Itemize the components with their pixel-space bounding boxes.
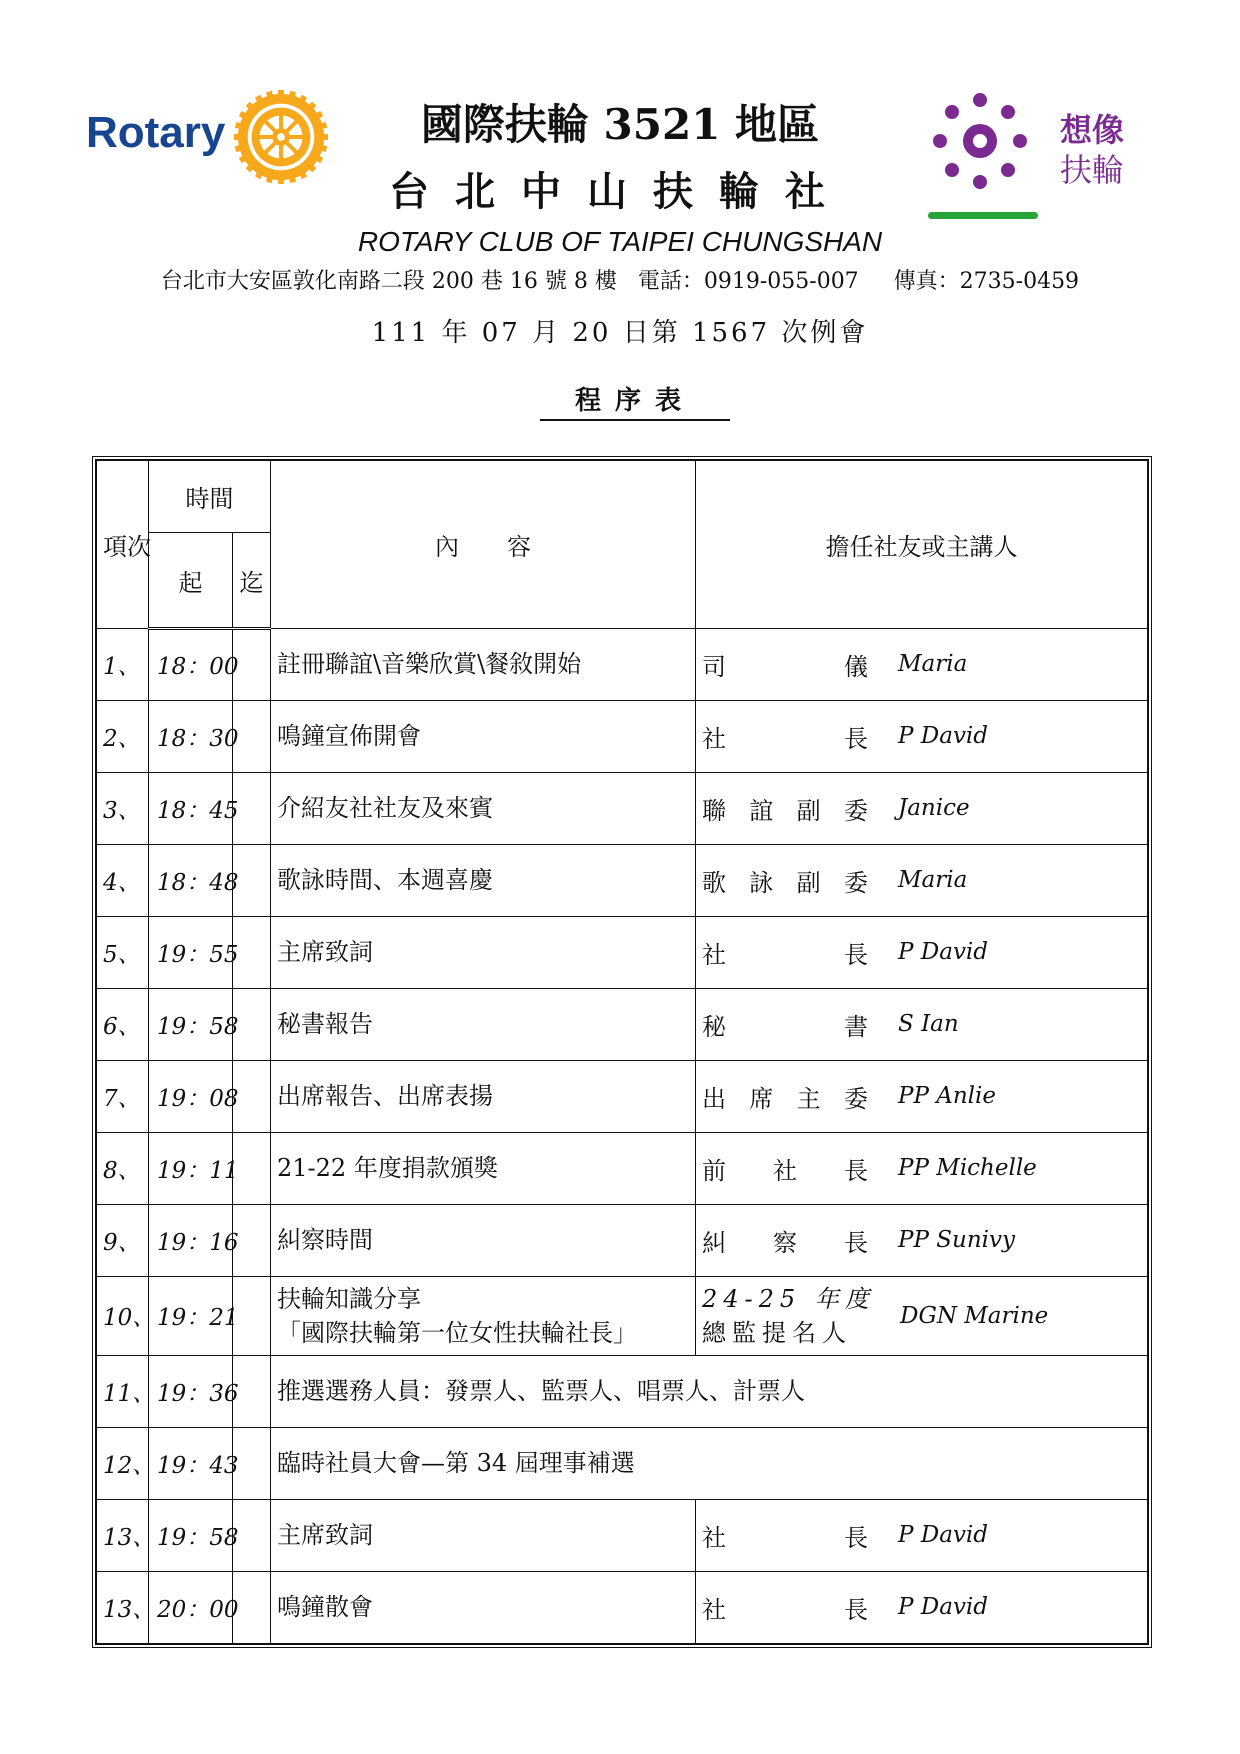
row-speaker-cell xyxy=(696,1571,1148,1643)
row-index: 6、 xyxy=(97,988,149,1060)
row-index: 8、 xyxy=(97,1132,149,1204)
row-start-time: 19：08 xyxy=(149,1060,233,1132)
row-start-time: 19：11 xyxy=(149,1132,233,1204)
club-address: 台北市大安區敦化南路二段 200 巷 16 號 8 樓 電話：0919-055-007 傳真：2735-0459 xyxy=(160,269,1080,294)
row-speaker: Janice xyxy=(898,795,970,822)
theme-text-line-1: 想像 xyxy=(1060,111,1125,149)
row-role-line: 總監提名人 xyxy=(702,1318,852,1347)
row-content-line: 註冊聯誼\音樂欣賞\餐敘開始 xyxy=(277,650,582,679)
row-speaker: DGN Marine xyxy=(900,1302,1049,1329)
row-index: 7、 xyxy=(97,1060,149,1132)
row-index: 5、 xyxy=(97,916,149,988)
table-row xyxy=(97,1499,1148,1571)
row-start-time: 18：30 xyxy=(149,700,233,772)
header-time: 時間 xyxy=(149,461,271,533)
header-content: 內 容 xyxy=(271,461,696,629)
row-content-line: 主席致詞 xyxy=(277,1521,373,1550)
table-row xyxy=(97,1060,1148,1132)
row-role: 社長 xyxy=(702,724,868,753)
row-speaker: Maria xyxy=(898,867,968,894)
row-content xyxy=(271,1276,696,1355)
row-speaker-cell xyxy=(696,700,1148,772)
row-content-line: 秘書報告 xyxy=(277,1010,373,1039)
row-content xyxy=(271,1571,696,1643)
row-content-line: 21-22 年度捐款頒獎 xyxy=(277,1154,498,1183)
row-content xyxy=(271,1355,1148,1427)
row-speaker-cell xyxy=(696,1060,1148,1132)
row-speaker-cell xyxy=(696,1276,1148,1355)
row-index: 13、 xyxy=(97,1499,149,1571)
row-content xyxy=(271,700,696,772)
row-content-line: 介紹友社社友及來賓 xyxy=(277,794,493,823)
table-row xyxy=(97,1276,1148,1355)
row-start-time: 19：43 xyxy=(149,1427,233,1499)
row-role: 社長 xyxy=(702,940,868,969)
row-role: 社長 xyxy=(702,1523,868,1552)
row-index: 4、 xyxy=(97,844,149,916)
row-content xyxy=(271,844,696,916)
row-start-time: 19：16 xyxy=(149,1204,233,1276)
program-schedule-table xyxy=(92,456,1152,1648)
row-role: 司儀 xyxy=(702,652,868,681)
table-row xyxy=(97,1427,1148,1499)
rotary-wordmark: Rotary xyxy=(86,108,226,157)
row-speaker: P David xyxy=(898,939,989,966)
row-index: 3、 xyxy=(97,772,149,844)
row-speaker: P David xyxy=(898,1594,989,1621)
table-row xyxy=(97,700,1148,772)
row-role: 聯誼副委 xyxy=(702,796,868,825)
row-speaker-cell xyxy=(696,1499,1148,1571)
row-content-line: 鳴鐘散會 xyxy=(277,1593,373,1622)
row-speaker-cell xyxy=(696,988,1148,1060)
row-content xyxy=(271,916,696,988)
row-speaker-cell xyxy=(696,629,1148,701)
table-row xyxy=(97,916,1148,988)
row-content-line: 鳴鐘宣佈開會 xyxy=(277,722,421,751)
row-role: 前社長 xyxy=(702,1156,868,1185)
row-content-line: 推選選務人員：發票人、監票人、唱票人、計票人 xyxy=(277,1377,805,1406)
row-speaker-cell xyxy=(696,1204,1148,1276)
table-row xyxy=(97,844,1148,916)
row-speaker-cell xyxy=(696,844,1148,916)
table-row xyxy=(97,1132,1148,1204)
row-start-time: 19：58 xyxy=(149,988,233,1060)
row-start-time: 19：36 xyxy=(149,1355,233,1427)
row-start-time: 19：55 xyxy=(149,916,233,988)
row-content xyxy=(271,1499,696,1571)
theme-green-bar xyxy=(928,212,1038,219)
row-speaker: P David xyxy=(898,723,989,750)
table-row xyxy=(97,988,1148,1060)
table-row xyxy=(97,1204,1148,1276)
row-index: 10、 xyxy=(97,1276,149,1355)
row-start-time: 18：00 xyxy=(149,629,233,701)
row-role-line: 24-25 年度 xyxy=(702,1284,875,1313)
row-index: 13、 xyxy=(97,1571,149,1643)
row-role: 社長 xyxy=(702,1595,868,1624)
row-content xyxy=(271,1060,696,1132)
row-content-line: 臨時社員大會—第 34 屆理事補選 xyxy=(277,1449,635,1478)
header-end: 迄 xyxy=(233,533,271,629)
row-role: 出席主委 xyxy=(702,1084,868,1113)
header-start: 起 xyxy=(149,533,233,629)
district-title: 國際扶輪 3521 地區 xyxy=(420,100,820,149)
row-role xyxy=(702,1282,875,1350)
row-content-line: 主席致詞 xyxy=(277,938,373,967)
row-speaker: PP Anlie xyxy=(898,1083,997,1110)
row-content xyxy=(271,772,696,844)
header-speaker: 擔任社友或主講人 xyxy=(696,461,1148,629)
row-speaker: S Ian xyxy=(898,1011,959,1038)
row-start-time: 18：45 xyxy=(149,772,233,844)
header-index: 項次 xyxy=(97,461,149,629)
row-role: 歌詠副委 xyxy=(702,868,868,897)
row-speaker: P David xyxy=(898,1522,989,1549)
row-start-time: 19：58 xyxy=(149,1499,233,1571)
row-content xyxy=(271,1132,696,1204)
theme-text-line-2: 扶輪 xyxy=(1060,151,1125,189)
table-row xyxy=(97,1355,1148,1427)
imagine-rotary-text xyxy=(1060,110,1124,190)
row-index: 9、 xyxy=(97,1204,149,1276)
row-role: 糾察長 xyxy=(702,1228,868,1257)
row-index: 12、 xyxy=(97,1427,149,1499)
row-speaker-cell xyxy=(696,772,1148,844)
row-content-line: 歌詠時間、本週喜慶 xyxy=(277,866,493,895)
row-index: 11、 xyxy=(97,1355,149,1427)
row-role: 秘書 xyxy=(702,1012,868,1041)
table-row xyxy=(97,772,1148,844)
row-content xyxy=(271,1204,696,1276)
row-start-time: 20：00 xyxy=(149,1571,233,1643)
meeting-date-line: 111 年 07 月 20 日第 1567 次例會 xyxy=(371,318,869,348)
row-speaker: Maria xyxy=(898,651,968,678)
program-title: 程序表 xyxy=(540,380,730,421)
row-index: 2、 xyxy=(97,700,149,772)
row-speaker: PP Sunivy xyxy=(898,1227,1015,1254)
row-index: 1、 xyxy=(97,629,149,701)
row-start-time: 18：48 xyxy=(149,844,233,916)
row-content-line: 出席報告、出席表揚 xyxy=(277,1082,493,1111)
table-row xyxy=(97,1571,1148,1643)
imagine-rotary-logo-icon xyxy=(920,86,1040,196)
club-title: 台北中山扶輪社 xyxy=(389,168,851,215)
row-content-line: 扶輪知識分享 xyxy=(277,1284,421,1313)
row-speaker: PP Michelle xyxy=(898,1155,1037,1182)
club-english-title: ROTARY CLUB OF TAIPEI CHUNGSHAN xyxy=(357,226,883,257)
table-row xyxy=(97,629,1148,701)
row-start-time: 19：21 xyxy=(149,1276,233,1355)
row-content xyxy=(271,629,696,701)
row-content-line: 糾察時間 xyxy=(277,1226,373,1255)
row-content xyxy=(271,988,696,1060)
row-speaker-cell xyxy=(696,916,1148,988)
row-content xyxy=(271,1427,1148,1499)
row-content-line: 「國際扶輪第一位女性扶輪社長」 xyxy=(277,1318,637,1347)
row-speaker-cell xyxy=(696,1132,1148,1204)
